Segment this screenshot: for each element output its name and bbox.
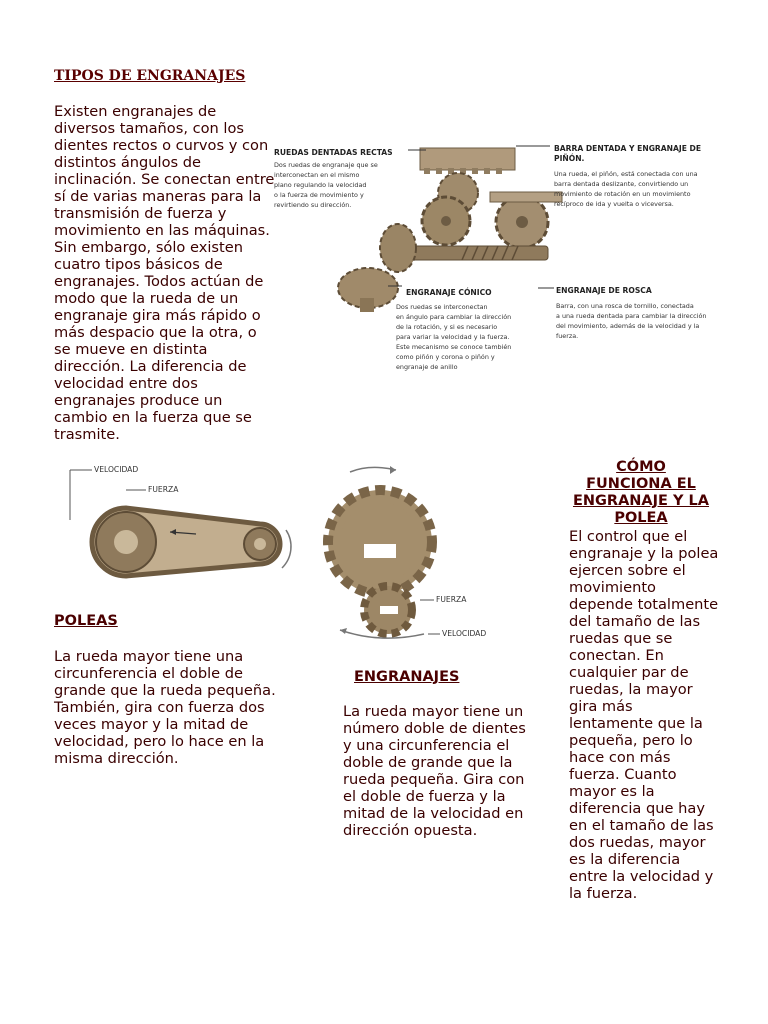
engranajes-paragraph: La rueda mayor tiene un número doble de dientes y una circunferencia el doble de grande que la rueda pequeña. Gira con el doble de fuerza y la mitad de la velocidad en dirección opuesta. bbox=[343, 703, 526, 839]
svg-text:engranaje de anillo: engranaje de anillo bbox=[396, 363, 458, 371]
svg-text:o la fuerza de movimiento y: o la fuerza de movimiento y bbox=[274, 191, 364, 199]
svg-text:plano regulando la velocidad: plano regulando la velocidad bbox=[274, 181, 367, 189]
svg-text:como piñón y corona o piñón y: como piñón y corona o piñón y bbox=[396, 353, 495, 361]
svg-text:Este mecanismo se conoce tambi: Este mecanismo se conoce también bbox=[396, 343, 512, 351]
rosca-title: ENGRANAJE DE ROSCA bbox=[556, 286, 652, 295]
rack-bar bbox=[490, 192, 562, 202]
svg-text:a una rueda dentada para cambi: a una rueda dentada para cambiar la dirección bbox=[556, 312, 707, 320]
svg-text:Barra, con una rosca de tornil: Barra, con una rosca de tornillo, conectada bbox=[556, 302, 694, 310]
svg-text:movimiento de rotación en un m: movimiento de rotación en un movimiento bbox=[554, 190, 691, 198]
conico-desc bbox=[396, 303, 511, 371]
svg-text:del movimiento, además de la v: del movimiento, además de la velocidad y la bbox=[556, 322, 700, 330]
svg-text:Una rueda, el piñón, está cone: Una rueda, el piñón, está conectada con una bbox=[554, 170, 698, 178]
gear-fuerza-label: FUERZA bbox=[436, 595, 467, 604]
gear-types-figure bbox=[268, 138, 758, 388]
pulley-velocidad-label: VELOCIDAD bbox=[94, 465, 139, 474]
rosca-desc bbox=[556, 302, 706, 340]
intro-paragraph: Existen engranajes de diversos tamaños, con los dientes rectos o curvos y con distintos ángulos de inclinación. Se conectan entre sí de varias maneras para la transmisión de fuerza y movimiento en las máquinas. Sin embargo, sólo existen cuatro tipos básicos de engranajes. Todos actúan de modo que la rueda de un engranaje gira más rápido o más despacio que la otra, o se mueve en distinta dirección. La diferencia de velocidad entre dos engranajes produce un cambio en la fuerza que se trasmite. bbox=[54, 103, 275, 443]
svg-text:en ángulo para cambiar la dire: en ángulo para cambiar la dirección bbox=[396, 313, 512, 321]
svg-text:recíproco de ida y vuelta o vi: recíproco de ida y vuelta o viceversa. bbox=[554, 200, 674, 208]
gear-pair-figure bbox=[320, 462, 510, 652]
bevel-gear-upper bbox=[380, 224, 416, 272]
barra-title-1: BARRA DENTADA Y ENGRANAJE DE bbox=[554, 144, 702, 153]
rectas-title: RUEDAS DENTADAS RECTAS bbox=[274, 148, 393, 157]
pulley-figure bbox=[60, 458, 300, 588]
svg-text:de la rotación, y si es necesa: de la rotación, y si es necesario bbox=[396, 323, 498, 331]
svg-text:barra dentada deslizante, conv: barra dentada deslizante, convirtiendo un bbox=[554, 180, 689, 188]
svg-text:fuerza.: fuerza. bbox=[556, 332, 579, 340]
barra-desc bbox=[554, 170, 698, 208]
barra-title-2: PIÑÓN. bbox=[554, 154, 585, 163]
page-title: TIPOS DE ENGRANAJES bbox=[54, 68, 246, 84]
como-heading: CÓMO FUNCIONA EL ENGRANAJE Y LA POLEA bbox=[572, 459, 710, 526]
rack-bar-top bbox=[420, 148, 515, 170]
poleas-paragraph: La rueda mayor tiene una circunferencia el doble de grande que la rueda pequeña. También, gira con fuerza dos veces mayor y la mitad de velocidad, pero lo hace en la misma dirección. bbox=[54, 648, 276, 767]
svg-text:Dos ruedas de engranaje que se: Dos ruedas de engranaje que se bbox=[274, 161, 378, 169]
como-paragraph: El control que el engranaje y la polea ejercen sobre el movimiento depende totalmente del tamaño de las ruedas que se conectan. En cualquier par de ruedas, la mayor gira más lentamente que la pequeña, pero lo hace con más fuerza. Cuanto mayor es la diferencia que hay en el tamaño de las dos ruedas, mayor es la diferencia entre la velocidad y la fuerza. bbox=[569, 528, 719, 902]
pulley-fuerza-label: FUERZA bbox=[148, 485, 179, 494]
engranajes-heading: ENGRANAJES bbox=[354, 669, 460, 685]
svg-text:Dos ruedas se interconectan: Dos ruedas se interconectan bbox=[396, 303, 488, 311]
svg-text:para variar la velocidad y la: para variar la velocidad y la fuerza. bbox=[396, 333, 510, 341]
poleas-heading: POLEAS bbox=[54, 613, 118, 629]
rectas-desc bbox=[274, 161, 378, 209]
svg-text:revirtiendo su dirección.: revirtiendo su dirección. bbox=[274, 201, 352, 209]
svg-text:interconectan en el mismo: interconectan en el mismo bbox=[274, 171, 360, 179]
gear-velocidad-label: VELOCIDAD bbox=[442, 629, 487, 638]
conico-title: ENGRANAJE CÓNICO bbox=[406, 288, 492, 297]
